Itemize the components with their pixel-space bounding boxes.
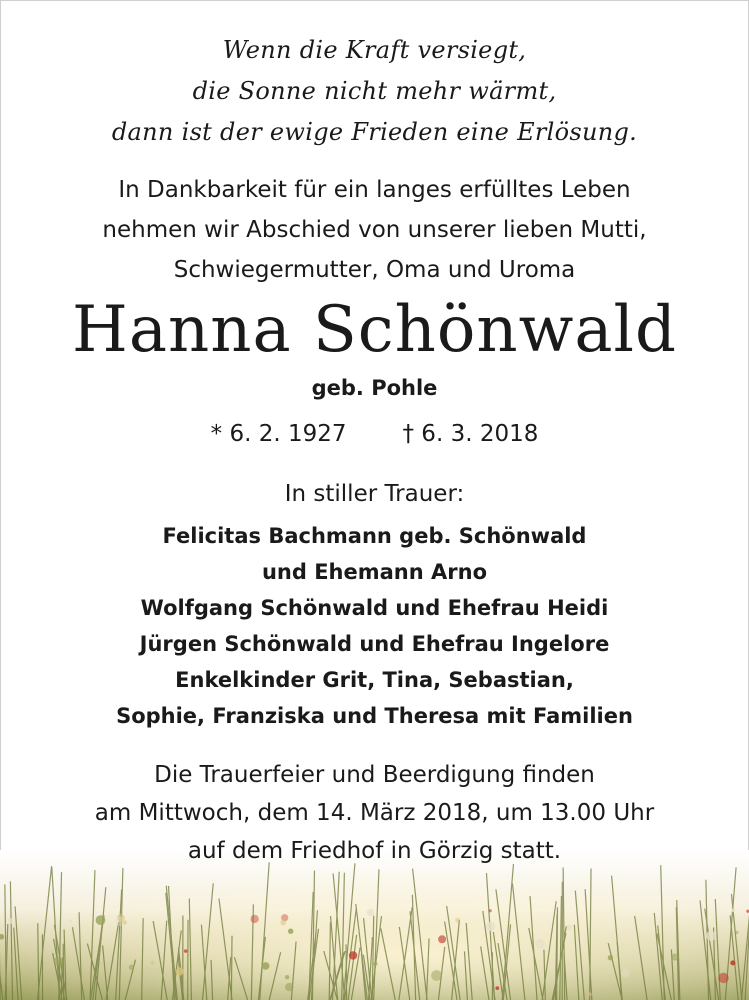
flower-blossom bbox=[608, 955, 613, 960]
flower-blossom bbox=[486, 922, 495, 931]
mourning-label: In stiller Trauer: bbox=[284, 481, 465, 507]
flower-blossom bbox=[129, 965, 134, 970]
service-line: Die Trauerfeier und Beerdigung finden bbox=[154, 762, 595, 788]
flower-blossom bbox=[96, 915, 106, 925]
deceased-name: Hanna Schönwald bbox=[72, 293, 677, 367]
poem-line: dann ist der ewige Frieden eine Erlösung. bbox=[111, 118, 638, 146]
flower-blossom bbox=[730, 960, 735, 965]
flower-blossom bbox=[671, 954, 678, 961]
poem bbox=[0, 30, 749, 153]
flower-blossom bbox=[438, 935, 446, 943]
mourner-line: Felicitas Bachmann geb. Schönwald bbox=[162, 524, 587, 548]
flower-blossom bbox=[262, 962, 270, 970]
mourner-line: Jürgen Schönwald und Ehefrau Ingelore bbox=[139, 632, 610, 656]
service-line: am Mittwoch, dem 14. März 2018, um 13.00 Uhr bbox=[94, 800, 655, 826]
flower-blossom bbox=[621, 969, 629, 977]
flower-blossom bbox=[8, 918, 14, 924]
flower-blossom bbox=[706, 931, 716, 941]
flower-blossom bbox=[285, 975, 289, 979]
flower-blossom bbox=[455, 918, 460, 923]
flower-blossom bbox=[495, 986, 499, 990]
flower-blossom bbox=[54, 956, 64, 966]
flower-blossom bbox=[735, 931, 738, 934]
maiden-name: geb. Pohle bbox=[311, 376, 438, 400]
flower-blossom bbox=[588, 992, 592, 996]
mourner-line: Wolfgang Schönwald und Ehefrau Heidi bbox=[140, 596, 609, 620]
intro-line: nehmen wir Abschied von unserer lieben Mutti, bbox=[102, 217, 647, 243]
flower-blossom bbox=[184, 949, 188, 953]
flower-blossom bbox=[489, 909, 492, 912]
poem-line: die Sonne nicht mehr wärmt, bbox=[192, 77, 557, 105]
intro-text bbox=[0, 170, 749, 290]
flower-blossom bbox=[373, 962, 377, 966]
intro-line: In Dankbarkeit für ein langes erfülltes Leben bbox=[118, 177, 631, 203]
grass-blade bbox=[557, 907, 558, 1000]
life-dates bbox=[0, 416, 749, 452]
poem-line: Wenn die Kraft versiegt, bbox=[222, 36, 527, 64]
flower-blossom bbox=[718, 973, 728, 983]
flower-blossom bbox=[431, 970, 442, 981]
grass-blade bbox=[231, 936, 232, 1000]
mourner-line: Enkelkinder Grit, Tina, Sebastian, bbox=[175, 668, 574, 692]
birth-date: * 6. 2. 1927 bbox=[210, 421, 347, 447]
flower-blossom bbox=[280, 920, 286, 926]
intro-line: Schwiegermutter, Oma und Uroma bbox=[173, 257, 576, 283]
flower-blossom bbox=[115, 917, 125, 927]
service-info bbox=[0, 756, 749, 870]
mourner-line: und Ehemann Arno bbox=[261, 560, 488, 584]
mourner-line: Sophie, Franziska und Theresa mit Familien bbox=[116, 704, 633, 728]
flower-blossom bbox=[367, 909, 375, 917]
flower-blossom bbox=[349, 951, 357, 959]
flower-blossom bbox=[285, 983, 294, 992]
flower-blossom bbox=[535, 939, 545, 949]
service-line: auf dem Friedhof in Görzig statt. bbox=[187, 838, 562, 864]
flower-blossom bbox=[151, 961, 155, 965]
death-date: † 6. 3. 2018 bbox=[402, 421, 539, 447]
flower-blossom bbox=[731, 909, 735, 913]
flower-blossom bbox=[176, 967, 184, 975]
flower-blossom bbox=[567, 925, 573, 931]
flower-blossom bbox=[69, 920, 72, 923]
mourners-list bbox=[0, 518, 749, 734]
flower-blossom bbox=[250, 915, 258, 923]
flower-blossom bbox=[288, 929, 293, 934]
meadow-flowers-image bbox=[0, 850, 749, 1000]
